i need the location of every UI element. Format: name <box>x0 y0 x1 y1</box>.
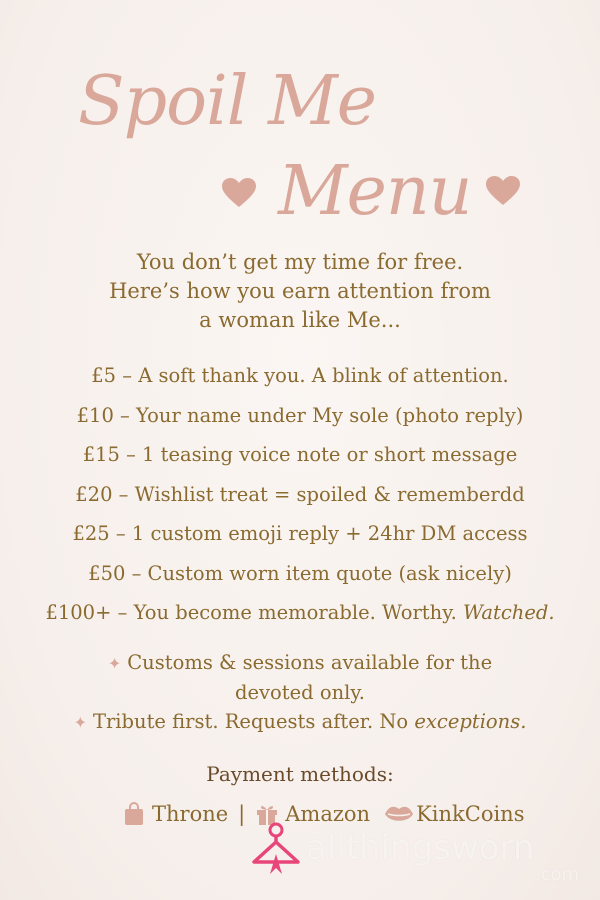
intro-text <box>60 248 540 335</box>
menu-item-100: £100+ – You become memorable. Worthy. Watched. <box>45 601 555 624</box>
shopping-bag-icon <box>122 802 146 826</box>
menu-item-5: £5 – A soft thank you. A blink of attention. <box>91 364 509 387</box>
menu-item-20: £20 – Wishlist treat = spoiled & rememberdd <box>75 482 525 506</box>
menu-item-25: £25 – 1 custom emoji reply + 24hr DM access <box>72 522 528 545</box>
watermark-suffix: .com <box>535 864 580 885</box>
menu-item-50: £50 – Custom worn item quote (ask nicely) <box>88 561 512 585</box>
payment-kinkcoins: KinkCoins <box>416 802 525 826</box>
intro-line: a woman like Me... <box>199 308 401 332</box>
menu-item-10: £10 – Your name under My sole (photo reply) <box>76 403 524 427</box>
heart-icon <box>486 176 520 206</box>
notes <box>40 648 560 737</box>
watermark <box>248 822 593 892</box>
hanger-logo-icon <box>248 822 304 882</box>
heart-icon <box>222 178 256 208</box>
title-line-2: Menu <box>278 152 472 231</box>
sparkle-icon: ✦ <box>73 713 87 732</box>
payment-separator: | <box>238 802 246 826</box>
intro-line: Here’s how you earn attention from <box>109 279 491 303</box>
sparkle-icon: ✦ <box>107 654 122 673</box>
payment-methods-label: Payment methods: <box>206 762 394 786</box>
title-line-1: Spoil Me <box>78 62 377 141</box>
menu-item-15: £15 – 1 teasing voice note or short message <box>82 443 518 466</box>
menu-item-emphasis: Watched. <box>463 601 555 624</box>
payment-amazon: Amazon <box>285 802 371 826</box>
price-menu <box>20 356 580 633</box>
note-line: ✦ Customs & sessions available for the <box>107 651 493 674</box>
watermark-text: allthingsworn <box>306 828 535 868</box>
note-line: ✦ Tribute first. Requests after. No exceptions. <box>73 710 527 733</box>
note-line: devoted only. <box>235 681 365 704</box>
payment-throne: Throne <box>152 802 229 826</box>
intro-line: You don’t get my time for free. <box>136 250 464 274</box>
